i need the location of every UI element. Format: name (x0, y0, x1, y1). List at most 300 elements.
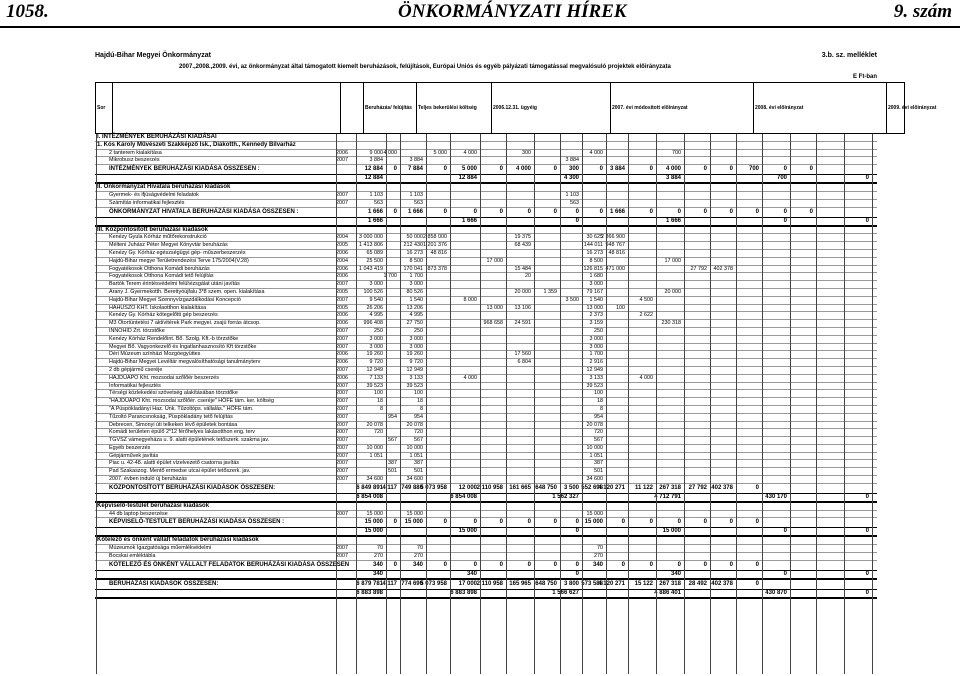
table-row (95, 476, 877, 484)
header-cell: 2008. évi előirányzat (754, 83, 887, 134)
row-year: 2006 (336, 351, 348, 358)
cell-value: 0 (393, 166, 397, 173)
table-row (95, 359, 877, 367)
cell-value: 4 500 (639, 296, 653, 303)
cell-value: 15 000 (364, 519, 383, 526)
cell-value: 230 318 (661, 320, 681, 327)
cell-value: 8 (600, 405, 603, 412)
section-row (95, 537, 877, 545)
cell-value: 250 (374, 327, 383, 334)
cell-value: 20 (525, 273, 531, 280)
cell-value: 2 622 (639, 312, 653, 319)
row-name: KÖTELEZŐ ÉS ÖNKÉNT VÁLLALT FELADATOK BERUHÁZÁSI KIADÁSA ÖSSZESEN (109, 561, 350, 568)
table-row (95, 328, 877, 336)
cell-value: 20 000 (514, 288, 531, 295)
cell-value: 700 (776, 175, 787, 182)
cell-value: 18 (417, 398, 423, 405)
cell-value: 12 884 (364, 166, 383, 173)
cell-value: 15 000 (584, 519, 603, 526)
table-row (95, 242, 877, 250)
row-year: 2007 (336, 343, 348, 350)
table-header (95, 82, 937, 134)
row-year: 2004 (336, 257, 348, 264)
section-row (95, 227, 877, 235)
cell-value: 0 (621, 561, 625, 568)
cell-value: 15 000 (406, 510, 423, 517)
cell-value: 144 011 (583, 242, 603, 249)
table-row (95, 437, 877, 445)
cell-value: 1 700 (409, 273, 423, 280)
cell-value: 1 540 (409, 296, 423, 303)
page-number: 1058. (6, 1, 49, 22)
cell-value: 3 133 (589, 374, 603, 381)
table-row (95, 511, 877, 519)
cell-value: 3 000 (589, 343, 603, 350)
cell-value: 4 000 (463, 374, 477, 381)
cell-value: 720 (374, 429, 383, 436)
cell-value: 39 523 (406, 382, 423, 389)
row-name: Fogyatékosok Otthona Komádi tető felújítás (109, 273, 214, 280)
cell-value: 1 666 (407, 208, 423, 215)
row-name: Kenézy Kórház Rendelőint. Bő. Szolg. Kft.-b törzstőke (109, 335, 239, 342)
table-row (95, 336, 877, 344)
cell-value: 100 (414, 390, 423, 397)
row-year: 2006 (336, 265, 348, 272)
row-year: 2007 (336, 476, 348, 483)
cell-value: 12 949 (366, 366, 383, 373)
cell-value: 0 (393, 519, 397, 526)
table-row (95, 281, 877, 289)
cell-value: 300 (522, 149, 531, 156)
table-row (95, 157, 877, 165)
cell-value: 1 359 (543, 288, 557, 295)
issue-number: 9. szám (893, 1, 952, 22)
cell-value: 3 000 (369, 335, 383, 342)
cell-value: 8 000 (463, 296, 477, 303)
row-name: BERUHÁZÁSI KIADÁSOK ÖSSZESEN: (109, 580, 219, 587)
row-name: Mikrobusz beszerzés (109, 157, 160, 164)
cell-value: 170 041 (403, 265, 423, 272)
cell-value: 1 680 (589, 273, 603, 280)
cell-value: 12 949 (586, 366, 603, 373)
cell-value: 3 000 (369, 281, 383, 288)
cell-value: 700 (748, 166, 759, 173)
row-name: Kenézy Gyula Kórház műtőrekonstrukció (109, 234, 207, 241)
cell-value: 0 (677, 208, 681, 215)
cell-value: 0 (865, 528, 869, 535)
cell-value: 340 (372, 570, 383, 577)
cell-value: 15 000 (662, 528, 681, 535)
row-name: TGVSZ vámegyeháza u. 9. alatti épületének tetőszerk. szakma jav. (109, 437, 270, 444)
row-year: 2006 (336, 359, 348, 366)
header-cell: 2009. évi előirányzat (887, 83, 905, 134)
cell-value: 4 712 791 (654, 493, 681, 500)
cell-value: 161 665 (509, 484, 531, 491)
cell-value: 3 000 000 (359, 234, 383, 241)
cell-value: 9 000 (369, 149, 383, 156)
row-name: Kenézy Gy. Kórház egészségügyi gép- műszerbeszerzés (109, 249, 246, 256)
cell-value: 300 (568, 166, 579, 173)
cell-value: 3 500 (563, 484, 579, 491)
row-year: 2007 (336, 296, 348, 303)
cell-value: 8 (380, 405, 383, 412)
cell-value: 0 (649, 208, 653, 215)
row-year: 2007 (336, 452, 348, 459)
cell-value: 8 (420, 405, 423, 412)
cell-value: 471 000 (605, 265, 625, 272)
cell-value: 0 (575, 519, 579, 526)
cell-value: 340 (592, 561, 603, 568)
cell-value: 1 566 627 (552, 589, 579, 596)
cell-value: 720 (594, 429, 603, 436)
cell-value: 6 879 781 (356, 580, 383, 587)
cell-value: 1 103 (369, 191, 383, 198)
cell-value: 0 (729, 519, 733, 526)
row-name: Térségi közlekedési szövetség alakításában törzstőke (109, 390, 238, 397)
cell-value: 0 (783, 208, 787, 215)
table-row (95, 460, 877, 468)
cell-value: 340 (412, 561, 423, 568)
cell-value: 26 206 (366, 304, 383, 311)
row-name: Gépjárművek javítás (109, 452, 159, 459)
table-row (95, 234, 877, 242)
cell-value: 5 073 958 (420, 484, 447, 491)
cell-value: 430 870 (765, 589, 787, 596)
total-row (95, 175, 877, 184)
cell-value: 27 750 (406, 320, 423, 327)
cell-value: 0 (527, 561, 531, 568)
sheet-title: Hajdú-Bihar Megyei Önkormányzat (95, 52, 211, 59)
row-year: 2007 (336, 191, 348, 198)
cell-value: 0 (755, 484, 759, 491)
cell-value: 250 (594, 327, 603, 334)
cell-value: 267 318 (659, 484, 681, 491)
total-row (95, 528, 877, 537)
cell-value: 17 000 (458, 580, 477, 587)
cell-value: 430 170 (765, 493, 787, 500)
cell-value: 17 000 (664, 257, 681, 264)
cell-value: 2 858 000 (423, 234, 447, 241)
row-year: 2006 (336, 312, 348, 319)
header-cell: 2006.12.31. ügyéig (492, 83, 611, 134)
cell-value: 0 (443, 561, 447, 568)
cell-value: 4 117 (382, 484, 397, 491)
cell-value: 0 (865, 217, 869, 224)
cell-value: 4 995 (369, 312, 383, 319)
row-name: Fogyatékosok Otthona Komádi beruházás (109, 265, 210, 272)
cell-value: 16 273 (586, 249, 603, 256)
row-year: 2007 (336, 421, 348, 428)
cell-value: 9 720 (369, 359, 383, 366)
cell-value: 4 117 (382, 580, 397, 587)
cell-value: 24 591 (514, 320, 531, 327)
cell-value: 15 000 (404, 519, 423, 526)
cell-value: 10 000 (406, 444, 423, 451)
cell-value: 18 (597, 398, 603, 405)
cell-value: 0 (677, 519, 681, 526)
row-year: 2007 (336, 366, 348, 373)
publication-title: ÖNKORMÁNYZATI HÍREK (398, 1, 627, 22)
cell-value: 0 (649, 519, 653, 526)
row-name: Kenézy Gy. Kórház kötegelőtti gép beszerzés (109, 312, 218, 319)
table-row (95, 545, 877, 553)
table-row (95, 266, 877, 274)
cell-value: 3 884 (409, 157, 423, 164)
table-row (95, 468, 877, 476)
cell-value: 34 600 (366, 476, 383, 483)
cell-value: 2 373 (589, 312, 603, 319)
cell-value: 80 526 (406, 288, 423, 295)
cell-value: 0 (649, 166, 653, 173)
cell-value: 39 523 (366, 382, 383, 389)
cell-value: 6 849 891 (356, 484, 383, 491)
cell-value: 15 122 (634, 580, 653, 587)
cell-value: 68 439 (514, 242, 531, 249)
cell-value: 954 (594, 413, 603, 420)
table-row (95, 375, 877, 383)
row-name: Bocskai emléktábla (109, 553, 156, 560)
cell-value: 0 (473, 208, 477, 215)
cell-value: 3 000 (589, 335, 603, 342)
cell-value: 0 (783, 528, 787, 535)
cell-value: 0 (677, 561, 681, 568)
table-row (95, 192, 877, 200)
row-year: 2006 (336, 273, 348, 280)
cell-value: 0 (809, 208, 813, 215)
total-row (95, 218, 877, 227)
cell-value: 0 (783, 217, 787, 224)
cell-value: 10 000 (366, 444, 383, 451)
cell-value: 0 (393, 561, 397, 568)
row-year: 2006 (336, 374, 348, 381)
header-cell: 2007. évi módosított előirányzat (611, 83, 754, 134)
cell-value: 0 (865, 493, 869, 500)
cell-value: 20 078 (366, 421, 383, 428)
cell-value: 4 300 (563, 175, 579, 182)
cell-value: 387 (594, 460, 603, 467)
cell-value: 34 600 (406, 476, 423, 483)
cell-value: 402 378 (711, 580, 733, 587)
row-name: Déri Múzeum színházi Mozgóegyüttes (109, 351, 201, 358)
cell-value: 1 666 (367, 217, 383, 224)
cell-value: 1 700 (589, 351, 603, 358)
cell-value: 3 133 (409, 374, 423, 381)
cell-value: 11 122 (634, 484, 653, 491)
cell-value: 1 700 (383, 273, 397, 280)
row-name: Debrecen, Simonyi úti telkeken lévő épületek bontása (109, 421, 238, 428)
row-name: Hajdú-Bihar megye Területrendezési Terve 175/2004(V.28) (109, 257, 249, 264)
header-cell: Teljes bekerülési költség (417, 83, 492, 134)
cell-value: 954 (388, 413, 397, 420)
total-row (95, 590, 877, 599)
row-name: Hajdú-Bihar Megyei Szennyvízgazdálkodási Koncepció (109, 296, 241, 303)
row-name: KÖZPONTOSÍTOTT BERUHÁZÁSI KIADÁSOK ÖSSZESEN: (109, 484, 276, 491)
table-row (95, 250, 877, 258)
cell-value: 15 000 (364, 528, 383, 535)
table-row (95, 200, 877, 208)
cell-value: 0 (729, 166, 733, 173)
section-row (95, 134, 877, 142)
cell-value: 48 816 (608, 249, 625, 256)
cell-value: 7 133 (369, 374, 383, 381)
cell-value: 4 000 (589, 149, 603, 156)
table-row (95, 398, 877, 406)
cell-value: 4 886 401 (654, 589, 681, 596)
header-cell: Sor (96, 83, 113, 134)
row-name: HAHUSZO KHT. Iskolaotthon kialakítása (109, 304, 207, 311)
cell-value: 4 000 (665, 166, 681, 173)
cell-value: 0 (575, 217, 579, 224)
cell-value: 4 000 (463, 149, 477, 156)
row-name: Mélteni Juhász Péter Megyei Könyvtár beruházás (109, 242, 228, 249)
row-name: Komádi területen épülő 2*12 férőhelyes lakásotthon eng. terv (109, 429, 255, 436)
row-year: 2006 (336, 149, 348, 156)
cell-value: 954 (414, 413, 423, 420)
cell-value: 720 (414, 429, 423, 436)
cell-value: 0 (703, 166, 707, 173)
cell-value: 0 (553, 208, 557, 215)
cell-value: 402 378 (713, 265, 733, 272)
row-year: 2007 (336, 429, 348, 436)
table-row (95, 429, 877, 437)
cell-value: 1 540 (589, 296, 603, 303)
cell-value: 0 (783, 166, 787, 173)
cell-value: 270 (594, 553, 603, 560)
cell-value: 4 120 271 (598, 484, 625, 491)
cell-value: 100 (374, 390, 383, 397)
cell-value: 501 (414, 468, 423, 475)
row-name: Pad Szakaszog. Mentő ermedse utcai épület tetőszerk. jav. (109, 468, 251, 475)
cell-value: 27 792 (688, 484, 707, 491)
cell-value: 165 965 (509, 580, 531, 587)
row-year: 2007 (336, 335, 348, 342)
cell-value: 4 000 (515, 166, 531, 173)
cell-value: 270 (414, 553, 423, 560)
cell-value: 0 (729, 208, 733, 215)
cell-value: 13 206 (406, 304, 423, 311)
row-year: 2007 (336, 390, 348, 397)
cell-value: 567 (388, 437, 397, 444)
page-header (0, 0, 960, 28)
row-name: "A Püspökladányi Haz. Ünk. Tűzoltóps. vállalás." HÖFE tám. (109, 405, 254, 412)
row-name: II. Önkormányzat Hivatala beruházási kiadások (97, 184, 231, 191)
cell-value: 9 540 (369, 296, 383, 303)
cell-value: 6 883 898 (450, 589, 477, 596)
cell-value: 3 884 (665, 175, 681, 182)
row-name: Bartók Terem érintésvédelmi felülvizsgálat utáni javítás (109, 281, 240, 288)
cell-value: 2 916 (589, 359, 603, 366)
cell-value: 2 366 900 (601, 234, 625, 241)
cell-value: 5 000 (461, 166, 477, 173)
row-name: KÉPVISELŐ-TESTÜLET BERUHÁZÁSI KIADÁSA ÖSSZESEN : (109, 519, 285, 526)
cell-value: 0 (499, 519, 503, 526)
header-cell (341, 83, 364, 134)
cell-value: 34 600 (586, 476, 603, 483)
cell-value: 267 318 (659, 580, 681, 587)
row-name: M3 Ötortüntetési 7 aktívitérek Park megyei. zsajú forrás átcsop. (109, 320, 261, 327)
table-row (95, 351, 877, 359)
cell-value: 0 (575, 208, 579, 215)
table-row (95, 445, 877, 453)
row-year: 2007 (336, 468, 348, 475)
row-year: 2005 (336, 288, 348, 295)
cell-value: 563 (414, 199, 423, 206)
cell-value: 0 (527, 208, 531, 215)
row-name: Megyei Bő. Vagyonkezelő és Ingatlanhasznosító Kft törzstőke (109, 343, 257, 350)
cell-value: 19 375 (514, 234, 531, 241)
cell-value: 50 000 (406, 234, 423, 241)
cell-value: 12 000 (458, 484, 477, 491)
cell-value: 0 (443, 208, 447, 215)
table-row (95, 297, 877, 305)
cell-value: 0 (553, 519, 557, 526)
cell-value: 873 378 (427, 265, 447, 272)
cell-value: 25 500 (366, 257, 383, 264)
cell-value: 30 625 (586, 234, 603, 241)
cell-value: 19 260 (406, 351, 423, 358)
cell-value: 648 750 (535, 484, 557, 491)
budget-table (95, 46, 937, 674)
cell-value: 65 089 (366, 249, 383, 256)
table-row (95, 553, 877, 561)
cell-value: 1 562 327 (552, 493, 579, 500)
cell-value: 0 (865, 570, 869, 577)
row-year: 2007 (336, 437, 348, 444)
cell-value: 0 (499, 208, 503, 215)
cell-value: 968 658 (483, 320, 503, 327)
cell-value: 1 413 806 (359, 242, 383, 249)
row-name: 2 db gépjármű cseréje (109, 366, 163, 373)
total-row (95, 518, 877, 528)
cell-value: 8 500 (409, 257, 423, 264)
cell-value: 17 560 (514, 351, 531, 358)
row-name: Gyermek- és ifjúságvédelmi feladatok (109, 191, 199, 198)
cell-value: 1 103 (565, 191, 579, 198)
cell-value: 4 120 271 (598, 580, 625, 587)
row-year: 2007 (336, 405, 348, 412)
cell-value: 402 378 (711, 484, 733, 491)
cell-value: 3 884 (369, 157, 383, 164)
cell-value: 3 000 (409, 335, 423, 342)
table-row (95, 422, 877, 430)
table-row (95, 453, 877, 461)
row-name: Képviselő-testület beruházási kiadások (97, 502, 210, 509)
row-name: 2 tanterem kialakítása (109, 149, 162, 156)
table-row (95, 367, 877, 375)
cell-value: 9 720 (409, 359, 423, 366)
table-row (95, 406, 877, 414)
cell-value: 1 043 419 (359, 265, 383, 272)
row-name: Informatikai fejlesztés (109, 382, 161, 389)
cell-value: 1 051 (589, 452, 603, 459)
row-name: HAJDÚAPO Kht. mozsodai szőlőér beszerzés (109, 374, 219, 381)
cell-value: 552 698 (581, 484, 603, 491)
cell-value: 0 (703, 208, 707, 215)
cell-value: 501 (594, 468, 603, 475)
cell-value: 563 (570, 199, 579, 206)
cell-value: 648 750 (535, 580, 557, 587)
cell-value: 18 (377, 398, 383, 405)
row-name: Múzeumok Igazgatósága műemlékvédelmi (109, 545, 212, 552)
row-year: 2007 (336, 444, 348, 451)
row-year: 2007 (336, 398, 348, 405)
cell-value: 567 (414, 437, 423, 444)
table-row (95, 305, 877, 313)
row-year: 2007 (336, 460, 348, 467)
row-name: Kötelező és önként vállalt feladatok beruházási kiadások (97, 537, 259, 544)
table-row (95, 383, 877, 391)
cell-value: 3 500 (565, 296, 579, 303)
